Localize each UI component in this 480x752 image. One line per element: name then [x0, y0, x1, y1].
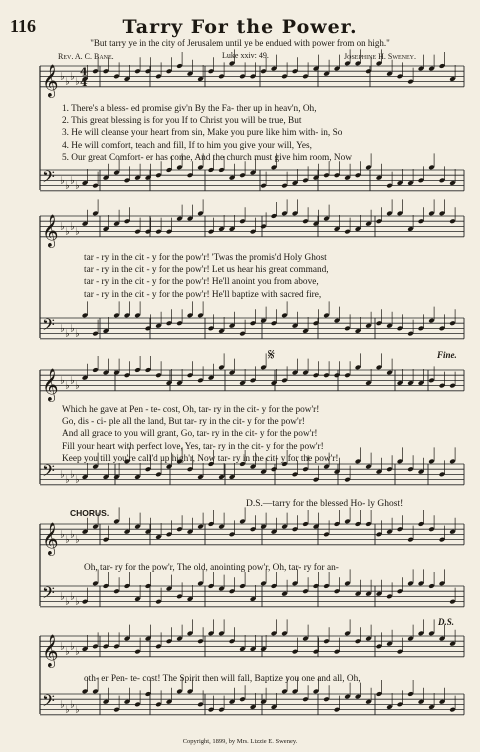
verse-line: 5. Our great Comfort- er has come, And the church must give him room, Now	[62, 152, 352, 163]
time-signature: 4	[80, 75, 88, 89]
flat-icon: ♭	[60, 699, 65, 711]
flat-icon: ♭	[60, 323, 65, 335]
flat-icon: ♭	[65, 180, 70, 192]
verse-line: Fill your heart with perfect love, Yes, tar- ry in the cit- y for the pow'r!	[62, 441, 324, 452]
copyright: Copyright, 1899, by Mrs. Lizzie E. Sweney.	[182, 738, 298, 745]
flat-icon: ♭	[75, 646, 80, 658]
treble-clef-icon: 𝄞	[42, 367, 59, 401]
flat-icon: ♭	[60, 221, 65, 233]
page-number: 116	[10, 16, 37, 36]
flat-icon: ♭	[60, 469, 65, 481]
flat-icon: ♭	[65, 534, 70, 546]
bass-clef-icon: 𝄢	[42, 582, 55, 607]
segno-icon: 𝄋	[268, 345, 275, 364]
staff	[40, 301, 464, 339]
flat-icon: ♭	[70, 71, 75, 83]
chorus-line-2: oth- er Pen- te- cost! The Spirit then will fall, Baptize you one and all, Oh,	[84, 674, 361, 684]
flat-icon: ♭	[75, 180, 80, 192]
time-signature: 4	[80, 65, 88, 79]
treble-clef-icon: 𝄞	[42, 213, 59, 247]
verse-line: 2. This great blessing is for you If to Christ you will be true, But	[62, 116, 302, 127]
verses-block-2	[84, 252, 329, 301]
verse-line: 1. There's a bless- ed promise giv'n By the Fa- ther up in heav'n, Oh,	[62, 104, 317, 114]
flat-icon: ♭	[75, 474, 80, 486]
chorus-label: CHORUS.	[70, 508, 110, 518]
verses-block-3	[62, 404, 338, 465]
verses-block-1	[62, 103, 352, 164]
flat-icon: ♭	[60, 375, 65, 387]
bass-clef-icon: 𝄢	[42, 314, 55, 339]
ds-instruction: D.S.—tarry for the blessed Ho- ly Ghost!	[246, 499, 404, 509]
flat-icon: ♭	[75, 380, 80, 392]
flat-icon: ♭	[60, 175, 65, 187]
flat-icon: ♭	[70, 641, 75, 653]
flat-icon: ♭	[65, 328, 70, 340]
hymn-title: Tarry For the Power.	[122, 16, 358, 38]
verse-line: tar - ry in the cit - y for the pow'r! Let us hear his great command,	[84, 265, 329, 276]
verse-line: Which he gave at Pen - te- cost, Oh, tar- ry in the cit- y for the pow'r!	[62, 405, 320, 415]
flat-icon: ♭	[60, 71, 65, 83]
flat-icon: ♭	[65, 226, 70, 238]
flat-icon: ♭	[65, 76, 70, 88]
staff	[40, 569, 464, 607]
treble-clef-icon: 𝄞	[42, 63, 59, 97]
flat-icon: ♭	[70, 699, 75, 711]
flat-icon: ♭	[70, 591, 75, 603]
flat-icon: ♭	[70, 529, 75, 541]
flat-icon: ♭	[75, 534, 80, 546]
treble-clef-icon: 𝄞	[42, 521, 59, 555]
flat-icon: ♭	[70, 323, 75, 335]
flat-icon: ♭	[60, 641, 65, 653]
flat-icon: ♭	[60, 591, 65, 603]
staff	[40, 619, 464, 667]
verse-line: tar - ry in the cit - y for the pow'r! He'll baptize with sacred fire,	[84, 289, 322, 300]
flat-icon: ♭	[65, 380, 70, 392]
flat-icon: ♭	[75, 76, 80, 88]
bass-clef-icon: 𝄢	[42, 166, 55, 191]
verse-line: Go, dis - ci- ple all the land, But tar- ry in the cit- y for the pow'r!	[62, 417, 305, 428]
flat-icon: ♭	[70, 175, 75, 187]
verse-line: 4. He will comfort, teach and fill, If to him you give your will, Yes,	[62, 140, 312, 151]
author: Rev. A. C. Bane.	[58, 52, 114, 61]
flat-icon: ♭	[60, 529, 65, 541]
flat-icon: ♭	[75, 704, 80, 716]
epigraph: "But tarry ye in the city of Jerusalem until ye be endued with power from on high."	[90, 38, 390, 48]
flat-icon: ♭	[70, 221, 75, 233]
flat-icon: ♭	[75, 226, 80, 238]
composer: Josephine H. Sweney.	[344, 52, 416, 61]
flat-icon: ♭	[70, 375, 75, 387]
verse-line: And all grace to you will grant, Go, tar- ry in the cit- y for the pow'r!	[62, 429, 318, 440]
verse-line: tar - ry in the cit - y for the pow'r! 'Twas the promis'd Holy Ghost	[84, 253, 327, 263]
bass-clef-icon: 𝄢	[42, 690, 55, 715]
flat-icon: ♭	[65, 596, 70, 608]
ds-label: D.S.	[438, 617, 455, 627]
fine-label: Fine.	[437, 350, 457, 360]
verse-line: Keep you till you're call'd up high'r, Now tar- ry in the cit- y for the pow'r!	[62, 453, 339, 464]
bass-clef-icon: 𝄢	[42, 460, 55, 485]
flat-icon: ♭	[65, 704, 70, 716]
scripture-ref: Luke xxiv: 49.	[222, 51, 269, 60]
verse-line: tar - ry in the cit - y for the pow'r! He'll anoint you from above,	[84, 277, 319, 288]
flat-icon: ♭	[65, 474, 70, 486]
flat-icon: ♭	[75, 596, 80, 608]
treble-clef-icon: 𝄞	[42, 633, 59, 667]
flat-icon: ♭	[70, 469, 75, 481]
flat-icon: ♭	[65, 646, 70, 658]
staff	[40, 49, 464, 97]
verse-line: 3. He will cleanse your heart from sin, Make you pure like him with- in, So	[62, 128, 343, 139]
flat-icon: ♭	[75, 328, 80, 340]
chorus-line-1: Oh, tar- ry for the pow'r, The old, anointing pow'r, Oh, tar- ry for an-	[84, 563, 339, 573]
staff	[40, 353, 464, 401]
staff	[40, 199, 464, 247]
